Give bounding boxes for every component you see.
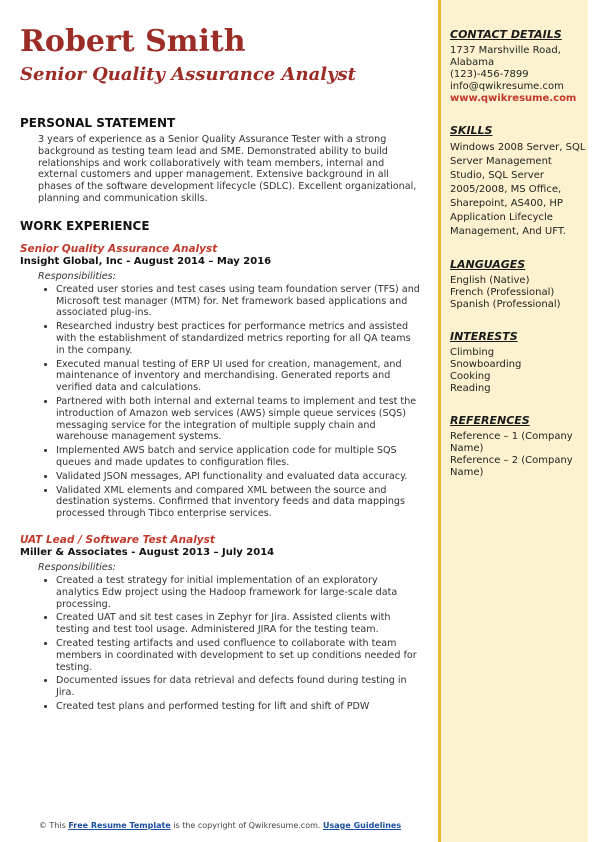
- personal-statement-section: [20, 116, 422, 205]
- languages-heading: LANGUAGES: [450, 258, 526, 271]
- list-item: • Validated JSON messages, API functionality and evaluated data accuracy.: [56, 471, 422, 483]
- references-section: [450, 414, 588, 479]
- sidebar: [438, 0, 588, 842]
- interests-heading: INTERESTS: [450, 330, 518, 343]
- list-item: • Created test plans and performed testing for lift and shift of PDW: [56, 701, 422, 713]
- list-item: Cooking: [450, 371, 491, 382]
- list-item: Spanish (Professional): [450, 299, 561, 310]
- main-column: [20, 24, 422, 715]
- phone: (123)-456-7899: [450, 69, 529, 80]
- list-item: Reference – 1 (Company Name): [450, 431, 573, 454]
- email[interactable]: info@qwikresume.com: [450, 81, 564, 92]
- responsibilities-label: Responsibilities:: [38, 270, 116, 282]
- job-company-dates: Insight Global, Inc - August 2014 – May 2016: [20, 255, 272, 267]
- personal-statement-text: 3 years of experience as a Senior Quality Assurance Tester with a strong background as testing team lead and SME. Demonstrated ability to build relationships and work collaboratively with team members, internal and external customers and upper management. Extensive background in all phases of the software development lifecycle (SDLC). Excellent organizational, planning and communication skills.: [38, 134, 417, 204]
- list-item: Climbing: [450, 347, 495, 358]
- job-title: UAT Lead / Software Test Analyst: [20, 533, 215, 546]
- list-item: • Researched industry best practices for performance metrics and assisted with the establishment of standardized metrics reporting for all QA teams in the company.: [56, 321, 422, 356]
- list-item: • Created UAT and sit test cases in Zephyr for Jira. Assisted clients with testing and test tool usage. Administered JIRA for the testing team.: [56, 612, 422, 636]
- personal-statement-heading: PERSONAL STATEMENT: [20, 116, 176, 130]
- job-entry: [20, 534, 422, 713]
- references-heading: REFERENCES: [450, 414, 530, 427]
- candidate-title: Senior Quality Assurance Analyst: [20, 64, 356, 85]
- skills-section: [450, 124, 588, 239]
- list-item: English (Native): [450, 275, 530, 286]
- list-item: • Implemented AWS batch and service application code for multiple SQS queues and made updates to configuration files.: [56, 445, 422, 469]
- footer: [0, 821, 440, 830]
- list-item: • Validated XML elements and compared XML between the source and destination systems. Confirmed that inventory feeds and data mappings processed through Tibco enterprise services.: [56, 485, 422, 520]
- job-entry: [20, 243, 422, 520]
- footer-prefix: © This: [38, 821, 66, 830]
- list-item: Snowboarding: [450, 359, 522, 370]
- list-item: • Documented issues for data retrieval and defects found during testing in Jira.: [56, 675, 422, 699]
- address-line-2: Alabama: [450, 57, 495, 68]
- work-experience-heading: WORK EXPERIENCE: [20, 218, 150, 233]
- languages-section: [450, 258, 588, 311]
- responsibilities-label: Responsibilities:: [38, 561, 116, 573]
- list-item: French (Professional): [450, 287, 555, 298]
- job-company-dates: Miller & Associates - August 2013 – July 2014: [20, 546, 275, 558]
- skills-text: Windows 2008 Server, SQL Server Management Studio, SQL Server 2005/2008, MS Office, Sharepoint, AS400, HP Application Lifecycle Management, And UFT.: [450, 142, 586, 237]
- free-resume-template-link[interactable]: Free Resume Template: [68, 821, 171, 830]
- work-experience-section: [20, 219, 422, 713]
- list-item: • Created a test strategy for initial implementation of an exploratory analytics Edw project using the Hadoop framework for large-scale data processing.: [56, 575, 422, 610]
- responsibility-list: [20, 284, 422, 520]
- list-item: Reading: [450, 383, 491, 394]
- list-item: • Partnered with both internal and external teams to implement and test the introduction of Amazon web services (AWS) simple queue services (SQS) messaging service for the integration of multiple supply chain and warehouse management systems.: [56, 396, 422, 443]
- skills-heading: SKILLS: [450, 124, 493, 137]
- list-item: • Executed manual testing of ERP UI used for creation, management, and maintenance of inventory and merchandising. Generated reports and verified data and calculations.: [56, 359, 422, 394]
- list-item: • Created user stories and test cases using team foundation server (TFS) and Microsoft test manager (MTM) for. Net framework based applications and associated plug-ins.: [56, 284, 422, 319]
- website-link[interactable]: www.qwikresume.com: [450, 93, 577, 104]
- responsibility-list: [20, 575, 422, 713]
- address-line-1: 1737 Marshville Road,: [450, 45, 561, 56]
- list-item: Reference – 2 (Company Name): [450, 455, 573, 478]
- footer-middle: is the copyright of Qwikresume.com.: [173, 821, 321, 830]
- candidate-name: Robert Smith: [20, 24, 246, 59]
- usage-guidelines-link[interactable]: Usage Guidelines: [322, 821, 402, 830]
- contact-section: [450, 28, 588, 105]
- job-title: Senior Quality Assurance Analyst: [20, 242, 218, 255]
- interests-section: [450, 330, 588, 395]
- list-item: • Created testing artifacts and used confluence to collaborate with team members in coordinated with development to set up conditions needed for testing.: [56, 638, 422, 673]
- contact-heading: CONTACT DETAILS: [450, 28, 562, 41]
